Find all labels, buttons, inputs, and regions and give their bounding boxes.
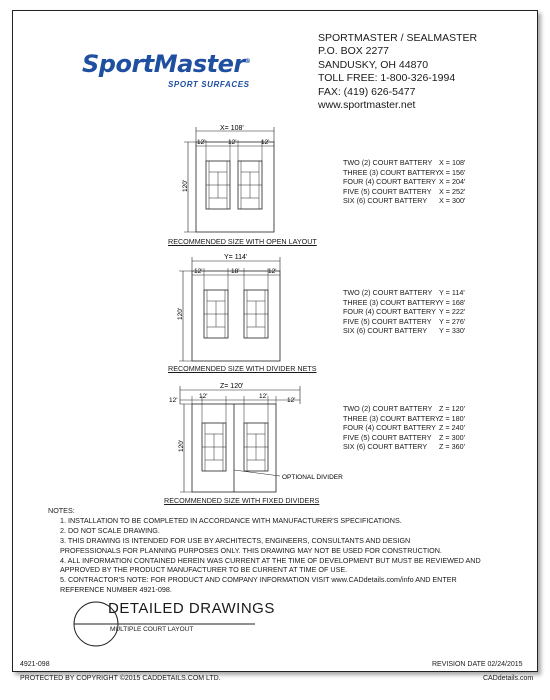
- note-line: APPROVED BY THE PRODUCT MANUFACTURER TO BE CURRENT AT TIME OF USE.: [60, 565, 348, 575]
- fixed-dividers-depth-dim: 120': [178, 439, 185, 452]
- table-row: TWO (2) COURT BATTERY Y = 114': [343, 288, 465, 297]
- optional-divider-label: OPTIONAL DIVIDER: [282, 474, 343, 481]
- drawing-title: DETAILED DRAWINGS: [108, 600, 275, 617]
- table-row: FOUR (4) COURT BATTERY X = 204': [343, 177, 466, 187]
- logo-registered-mark: ®: [244, 58, 251, 65]
- note-line: 3. THIS DRAWING IS INTENDED FOR USE BY ARCHITECTS, ENGINEERS, CONSULTANTS AND DESIGN: [60, 535, 411, 545]
- divider-nets-total-dim: Y= 114': [224, 254, 248, 261]
- copyright-notice: PROTECTED BY COPYRIGHT ©2015 CADDETAILS.COM LTD.: [20, 675, 221, 682]
- divider-nets-table: [343, 288, 493, 336]
- reference-number: 4921-098: [20, 661, 50, 668]
- table-row: THREE (3) COURT BATTERY X = 156': [343, 167, 466, 177]
- divider-nets-diagram: [177, 254, 280, 361]
- table-row: FIVE (5) COURT BATTERY Z = 300': [343, 432, 465, 442]
- drawing-subtitle: MULTIPLE COURT LAYOUT: [110, 626, 194, 633]
- court-1: [204, 290, 228, 338]
- note-line: 5. CONTRACTOR'S NOTE: FOR PRODUCT AND COMPANY INFORMATION VISIT www.CADdetails.com/info AND ENTER: [60, 575, 457, 585]
- court-2: [244, 290, 268, 338]
- note-line: REFERENCE NUMBER 4921-098.: [60, 585, 172, 595]
- notes-heading: NOTES:: [48, 506, 75, 515]
- company-website: www.sportmaster.net: [318, 99, 416, 112]
- court-2: [244, 423, 268, 471]
- logo-name: SportMaster: [82, 50, 245, 78]
- table-row: FOUR (4) COURT BATTERY Y = 222': [343, 307, 466, 317]
- open-layout-middle-dim: 12': [228, 139, 237, 146]
- table-row: THREE (3) COURT BATTERY Y = 168': [343, 297, 466, 307]
- company-toll-free: TOLL FREE: 1-800-326-1994: [318, 72, 456, 85]
- revision-date: REVISION DATE 02/24/2015: [432, 661, 523, 668]
- open-layout-caption: RECOMMENDED SIZE WITH OPEN LAYOUT: [168, 237, 317, 246]
- fixed-dividers-diagram: [169, 383, 343, 492]
- table-row: FIVE (5) COURT BATTERY X = 252': [343, 186, 466, 196]
- table-row: FIVE (5) COURT BATTERY Y = 276': [343, 316, 466, 326]
- divider-nets-middle-dim: 18': [231, 268, 240, 275]
- open-layout-right-dim: 12': [261, 139, 270, 146]
- notes-section: [48, 506, 520, 595]
- open-layout-diagram: [182, 125, 274, 232]
- fixed-dividers-caption: RECOMMENDED SIZE WITH FIXED DIVIDERS: [164, 496, 320, 505]
- logo-tagline: SPORT SURFACES: [168, 80, 250, 89]
- note-line: PROFESSIONALS FOR PLANNING PURPOSES ONLY. THIS DRAWING MAY NOT BE USED FOR CONSTRUCTION.: [60, 545, 442, 555]
- divider-nets-caption: RECOMMENDED SIZE WITH DIVIDER NETS: [168, 364, 317, 373]
- table-row: THREE (3) COURT BATTERY Z = 180': [343, 413, 465, 423]
- company-city: SANDUSKY, OH 44870: [318, 58, 429, 71]
- table-row: TWO (2) COURT BATTERY Z = 120': [343, 404, 465, 413]
- fixed-dividers-total-dim: Z= 120': [220, 383, 244, 390]
- table-row: SIX (6) COURT BATTERY X = 300': [343, 196, 466, 206]
- fixed-dividers-outer-left-dim: 12': [169, 397, 178, 404]
- open-layout-depth-dim: 120': [182, 179, 189, 192]
- court-2: [238, 161, 262, 209]
- company-name: SPORTMASTER / SEALMASTER: [318, 32, 478, 44]
- caddetails-link[interactable]: CADdetails.com: [483, 675, 534, 682]
- divider-nets-fence: [192, 271, 280, 361]
- table-row: FOUR (4) COURT BATTERY Z = 240': [343, 423, 465, 433]
- table-row: SIX (6) COURT BATTERY Y = 330': [343, 326, 466, 336]
- divider-nets-right-dim: 12': [268, 268, 277, 275]
- court-1: [206, 161, 230, 209]
- table-row: TWO (2) COURT BATTERY X = 108': [343, 158, 466, 167]
- divider-nets-depth-dim: 120': [177, 307, 184, 320]
- divider-nets-left-dim: 12': [194, 268, 203, 275]
- company-po-box: P.O. BOX 2277: [318, 45, 390, 58]
- note-line: 4. ALL INFORMATION CONTAINED HEREIN WAS CURRENT AT THE TIME OF DEVELOPMENT BUT MUST BE REVIEWED AND: [60, 555, 481, 565]
- fixed-dividers-outer-right-dim: 12': [287, 397, 296, 404]
- company-fax: FAX: (419) 626-5477: [318, 85, 416, 98]
- open-layout-table: [343, 158, 493, 206]
- fixed-dividers-table: [343, 404, 493, 452]
- fixed-dividers-inner-right-dim: 12': [259, 393, 268, 400]
- note-line: 1. INSTALLATION TO BE COMPLETED IN ACCORDANCE WITH MANUFACTURER'S SPECIFICATIONS.: [60, 515, 402, 525]
- open-layout-total-dim: X= 108': [220, 125, 244, 132]
- court-1: [202, 423, 226, 471]
- table-row: SIX (6) COURT BATTERY Z = 360': [343, 442, 465, 452]
- note-line: 2. DO NOT SCALE DRAWING.: [60, 525, 160, 535]
- fixed-dividers-inner-left-dim: 12': [199, 393, 208, 400]
- open-layout-left-dim: 12': [197, 139, 206, 146]
